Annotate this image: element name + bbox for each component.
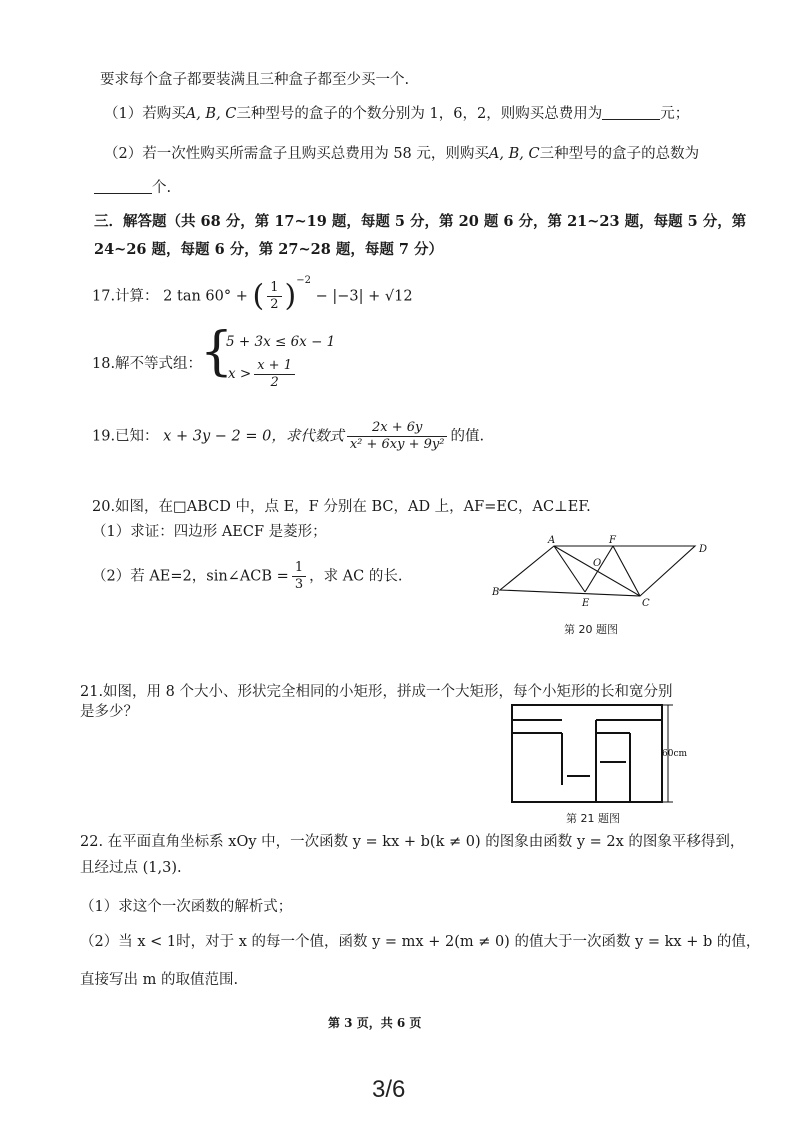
label-d: D bbox=[699, 544, 708, 555]
q16-part1-vars: A, B, C bbox=[185, 106, 237, 122]
q16-part2-suffix: 三种型号的盒子的总数为 bbox=[539, 146, 700, 162]
q17-label: 17.计算： bbox=[92, 288, 159, 305]
q18-ineq2 bbox=[228, 358, 298, 391]
q16-part2 bbox=[104, 142, 699, 163]
segment-ae bbox=[554, 546, 585, 592]
q17-fraction bbox=[267, 280, 281, 313]
q17-expr-b: − |−3| + √12 bbox=[315, 288, 413, 305]
q21-stem-line1: 21.如图，用 8 个大小、形状完全相同的小矩形，拼成一个大矩形，每个小矩形的长和宽分别 bbox=[80, 684, 673, 700]
q19-condition: x + 3y − 2 = 0，求代数式 bbox=[163, 428, 344, 445]
q22-stem-line1: 22. 在平面直角坐标系 xOy 中，一次函数 y = kx + b(k ≠ 0) 的图象由函数 y = 2x 的图象平移得到， bbox=[80, 834, 745, 850]
label-a: A bbox=[548, 535, 556, 546]
q18-ineq2-left: x > bbox=[228, 366, 252, 382]
page-indicator: 3/6 bbox=[372, 1076, 406, 1103]
q19-suffix: 的值. bbox=[450, 428, 485, 445]
q17-expr-a: 2 tan 60° + bbox=[163, 288, 248, 305]
q17-left-paren: ( bbox=[252, 278, 265, 314]
q16-part1-prefix: （1）若购买 bbox=[104, 106, 186, 122]
q19-num: 2x + 6y bbox=[347, 420, 448, 437]
q22-part2: （2）当 x < 1时，对于 x 的每一个值，函数 y = mx + 2(m ≠ 0) 的值大于一次函数 y = kx + b 的值， bbox=[80, 934, 761, 950]
q19 bbox=[92, 420, 484, 453]
page-footer: 第 3 页，共 6 页 bbox=[328, 1016, 422, 1030]
section3-heading-line1: 三．解答题（共 68 分，第 17~19 题，每题 5 分，第 20 题 6 分，第 21~23 题，每题 5 分，第 bbox=[94, 213, 747, 230]
q21-figure-caption: 第 21 题图 bbox=[566, 812, 620, 825]
q16-part2-line2-text: 个. bbox=[152, 180, 172, 196]
q20-part2-num: 1 bbox=[292, 560, 306, 577]
q21-stem-line2: 是多少？ bbox=[80, 704, 138, 720]
q16-part1-answer-blank bbox=[602, 105, 660, 120]
label-b: B bbox=[492, 587, 500, 598]
q18-ineq2-num: x + 1 bbox=[254, 358, 295, 375]
q20-figure-caption: 第 20 题图 bbox=[564, 623, 618, 636]
q19-label: 19.已知： bbox=[92, 428, 159, 445]
segment-fe bbox=[585, 546, 613, 592]
q16-part1-suffix: 元； bbox=[660, 106, 690, 122]
q17-exponent: −2 bbox=[296, 274, 311, 286]
q20-figure bbox=[490, 535, 710, 618]
label-c: C bbox=[642, 598, 650, 609]
q20-part2 bbox=[92, 560, 403, 593]
q20-part2-den: 3 bbox=[294, 577, 304, 592]
label-f: F bbox=[609, 535, 616, 546]
q18-ineq2-den: 2 bbox=[270, 375, 279, 390]
q16-part2-line2 bbox=[94, 176, 171, 197]
q16-part2-prefix: （2）若一次性购买所需盒子且购买总费用为 58 元，则购买 bbox=[104, 146, 489, 162]
q20-stem: 20.如图，在□ABCD 中，点 E，F 分别在 BC，AD 上，AF=EC，AC⊥EF. bbox=[92, 499, 591, 515]
q22-part2-line2: 直接写出 m 的取值范围. bbox=[80, 972, 239, 988]
q16-part1 bbox=[104, 102, 689, 123]
label-e: E bbox=[582, 598, 590, 609]
q19-den: x² + 6xy + 9y² bbox=[349, 437, 445, 452]
q16-part2-vars: A, B, C bbox=[488, 146, 540, 162]
q18-label: 18.解不等式组： bbox=[92, 356, 203, 372]
q16-part2-answer-blank bbox=[94, 179, 152, 194]
q19-fraction bbox=[347, 420, 448, 453]
q20-part2-suffix: ，求 AC 的长. bbox=[309, 568, 403, 585]
q17-frac-num: 1 bbox=[267, 280, 281, 297]
label-o: O bbox=[593, 558, 602, 569]
q18-ineq1: 5 + 3x ≤ 6x − 1 bbox=[226, 334, 336, 350]
intro-line: 要求每个盒子都要装满且三种盒子都至少买一个. bbox=[100, 72, 410, 88]
q17-frac-den: 2 bbox=[270, 297, 279, 312]
q20-part2-frac bbox=[292, 560, 306, 593]
q21-figure bbox=[500, 700, 700, 808]
q22-stem-line2: 且经过点 (1,3). bbox=[80, 860, 182, 876]
dimension-label: 60cm bbox=[662, 749, 688, 759]
q20-part1: （1）求证：四边形 AECF 是菱形； bbox=[92, 524, 327, 540]
q17 bbox=[92, 274, 413, 314]
q16-part1-mid: 三种型号的盒子的个数分别为 1，6，2，则购买总费用为 bbox=[236, 106, 603, 122]
q17-right-paren: ) bbox=[284, 278, 297, 314]
q18-brace: { bbox=[200, 322, 234, 382]
q20-part2-prefix: （2）若 AE=2，sin∠ACB = bbox=[92, 568, 289, 585]
q18-ineq2-frac bbox=[254, 358, 295, 391]
q22-part1: （1）求这个一次函数的解析式； bbox=[80, 899, 293, 915]
section3-heading-line2: 24~26 题，每题 6 分，第 27~28 题，每题 7 分） bbox=[94, 241, 444, 258]
